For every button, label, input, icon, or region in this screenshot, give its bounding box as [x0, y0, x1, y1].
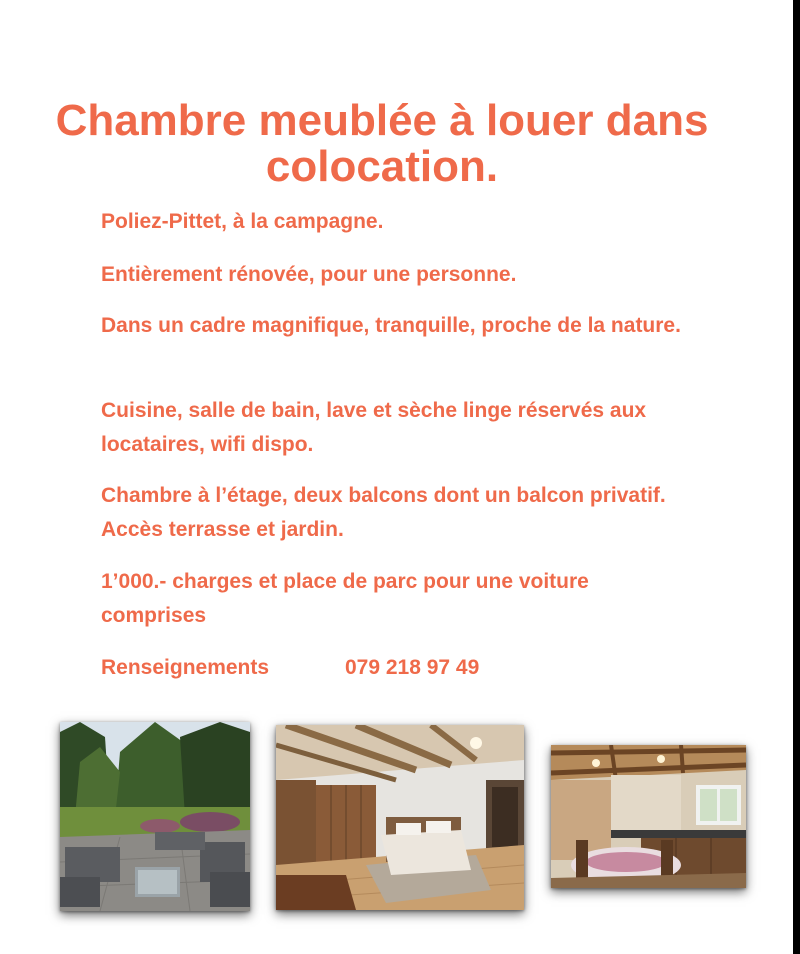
phone-number: 079 218 97 49 [345, 656, 480, 679]
bedroom-image [276, 725, 524, 910]
garden-terrace-photo [60, 722, 250, 911]
kitchen-image [551, 745, 746, 888]
terrace-garden-image [60, 722, 250, 911]
faint-watermark-header [300, 22, 500, 45]
flyer-title: Chambre meublée à louer dans colocation. [55, 96, 709, 191]
kitchen-dining-photo [551, 745, 746, 888]
contact-label: Renseignements [101, 656, 270, 679]
room-details-text: Chambre à l’étage, deux balcons dont un balcon privatif. Accès terrasse et jardin. [101, 484, 666, 541]
price-text: 1’000.- charges et place de parc pour une voiture comprises [101, 570, 589, 627]
bedroom-photo [276, 725, 524, 910]
setting-text: Dans un cadre magnifique, tranquille, proche de la nature. [101, 314, 681, 337]
location-text: Poliez-Pittet, à la campagne. [101, 210, 384, 233]
renovation-text: Entièrement rénovée, pour une personne. [101, 263, 517, 286]
amenities-text: Cuisine, salle de bain, lave et sèche linge réservés aux locataires, wifi dispo. [101, 399, 647, 456]
